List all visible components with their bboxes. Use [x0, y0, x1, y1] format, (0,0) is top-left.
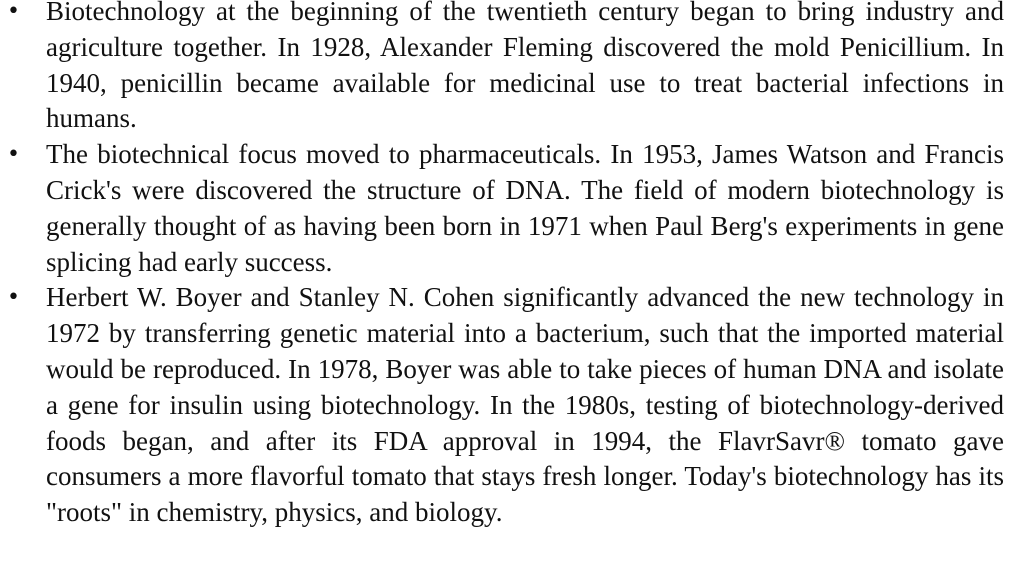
bullet-item-dna-1953: [7, 137, 1004, 280]
bullet-item-history-1928: [7, 0, 1004, 137]
bullet-point-icon: •: [7, 285, 20, 311]
bullet-list: [7, 0, 1004, 531]
bullet-point-icon: •: [7, 0, 20, 24]
bullet-text: Biotechnology at the beginning of the twentieth century began to bring industry and agriculture together. In 1928, Alexander Fleming discovered the mold Penicillium. In 1940, penicillin became available for medicinal use to treat bacterial infections in humans.: [46, 0, 1004, 134]
bullet-text: The biotechnical focus moved to pharmaceuticals. In 1953, James Watson and Francis Crick's were discovered the structure of DNA. The field of modern biotechnology is generally thought of as having been born in 1971 when Paul Berg's experiments in gene splicing had early success.: [46, 139, 1004, 277]
bullet-item-boyer-cohen: [7, 280, 1004, 531]
bullet-point-icon: •: [7, 142, 20, 168]
bullet-text: Herbert W. Boyer and Stanley N. Cohen significantly advanced the new technology in 1972 by transferring genetic material into a bacterium, such that the imported material would be reproduced. In 1978, Boyer was able to take pieces of human DNA and isolate a gene for insulin using biotechnology. In the 1980s, testing of biotechnology-derived foods began, and after its FDA approval in 1994, the FlavrSavr® tomato gave consumers a more flavorful tomato that stays fresh longer. Today's biotechnology has its "roots" in chemistry, physics, and biology.: [46, 282, 1004, 528]
